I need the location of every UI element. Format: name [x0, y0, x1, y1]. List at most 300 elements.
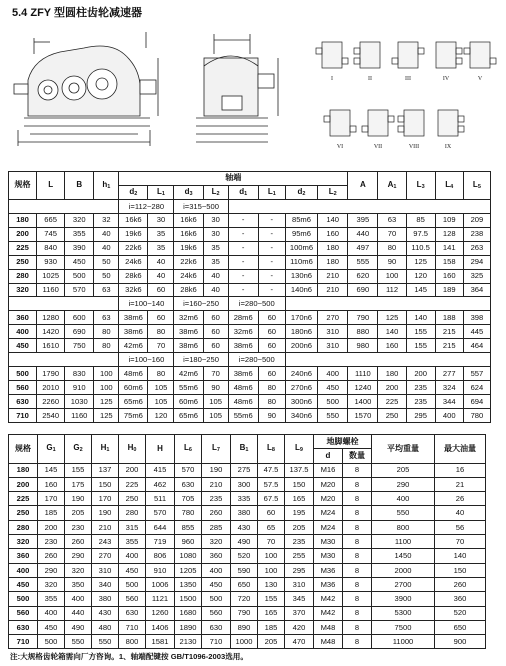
table-cell: 60: [148, 283, 174, 297]
col-subheader: $L_2$: [203, 185, 228, 199]
table-cell: 225: [378, 395, 406, 409]
table-cell: 1450: [372, 549, 435, 563]
table-cell: 270: [92, 549, 119, 563]
table-cell: 65m6: [174, 408, 203, 422]
blank-cell: [285, 353, 490, 367]
table-cell: 190: [92, 506, 119, 520]
table-cell: 497: [348, 241, 378, 255]
table-cell: 380: [231, 506, 258, 520]
table-cell: 285: [202, 520, 231, 534]
table-cell: 95m6: [285, 227, 317, 241]
table-cell: 555: [348, 255, 378, 269]
table-cell: 140: [378, 325, 406, 339]
table-cell: 230: [65, 520, 92, 534]
table-cell: 710: [9, 408, 37, 422]
table-row: [9, 241, 491, 255]
table-cell: 400: [38, 606, 65, 620]
table-cell: 250: [378, 408, 406, 422]
table-cell: 8: [343, 520, 372, 534]
table-cell: 63: [94, 311, 119, 325]
table-cell: 364: [463, 283, 490, 297]
table-cell: 400: [9, 325, 37, 339]
table-cell: 1350: [175, 577, 202, 591]
assembly-types-drawing: [316, 42, 496, 136]
table-cell: 185: [38, 506, 65, 520]
table-cell: 790: [231, 606, 258, 620]
col-header: $h_1$: [94, 172, 119, 200]
table-cell: 8: [343, 577, 372, 591]
table-cell: 225: [9, 241, 37, 255]
table-cell: M24: [314, 506, 343, 520]
table-cell: 344: [435, 395, 463, 409]
table-cell: 400: [65, 592, 92, 606]
table-cell: 570: [175, 463, 202, 477]
table-cell: 3900: [372, 592, 435, 606]
table-cell: -: [228, 255, 258, 269]
table-cell: 30: [148, 213, 174, 227]
table-cell: 1121: [146, 592, 175, 606]
table-cell: M48: [314, 620, 343, 634]
col-header: A: [348, 172, 378, 200]
table-cell: 75m6: [119, 408, 148, 422]
table-cell: 38m6: [228, 339, 258, 353]
table-cell: 105: [148, 395, 174, 409]
table-cell: 40: [203, 269, 228, 283]
col-header: $H_0$: [119, 435, 146, 464]
ratio-label: i=100~160: [119, 353, 174, 367]
table-cell: 100: [94, 367, 119, 381]
table-cell: 8: [343, 477, 372, 491]
table-cell: 400: [119, 549, 146, 563]
table-cell: 16k6: [174, 227, 203, 241]
table-cell: 8: [343, 463, 372, 477]
table-row: [9, 367, 491, 381]
table-cell: 85m6: [285, 213, 317, 227]
table-cell: 1570: [348, 408, 378, 422]
table-cell: 395: [348, 213, 378, 227]
table-cell: 188: [435, 311, 463, 325]
table-cell: 38m6: [119, 325, 148, 339]
ratio-label: i=100~140: [119, 297, 174, 311]
table-row: [9, 311, 491, 325]
col-header: $H_1$: [92, 435, 119, 464]
table-cell: 60: [203, 325, 228, 339]
table-cell: 67.5: [258, 492, 285, 506]
table-cell: 400: [202, 563, 231, 577]
table-cell: 1610: [37, 339, 65, 353]
table-cell: 260: [435, 577, 486, 591]
table-cell: 295: [285, 563, 314, 577]
table-cell: 60: [258, 367, 285, 381]
table-row: [9, 506, 486, 520]
table-cell: -: [258, 269, 285, 283]
table-cell: 960: [175, 535, 202, 549]
table-cell: 644: [146, 520, 175, 534]
table-cell: 60: [148, 311, 174, 325]
table-cell: 462: [146, 477, 175, 491]
table-cell: 60: [258, 311, 285, 325]
table-cell: 2130: [175, 635, 202, 649]
table-row: [9, 269, 491, 283]
table-cell: 340n6: [285, 408, 317, 422]
col-header-group: 轴端: [119, 172, 348, 186]
table-cell: 240n6: [285, 367, 317, 381]
table-cell: 165: [285, 492, 314, 506]
table-cell: 22k6: [119, 241, 148, 255]
table-cell: 140: [406, 311, 435, 325]
table-cell: 70: [203, 367, 228, 381]
table-cell: 120: [148, 408, 174, 422]
table-cell: 50: [94, 269, 119, 283]
table-cell: 125: [94, 408, 119, 422]
table-cell: 910: [146, 563, 175, 577]
table-cell: 8: [343, 563, 372, 577]
table-cell: 11000: [372, 635, 435, 649]
table-cell: 900: [435, 635, 486, 649]
table-cell: 185: [258, 620, 285, 634]
table-cell: 450: [202, 577, 231, 591]
table-cell: 16k6: [174, 213, 203, 227]
table-cell: 100: [94, 381, 119, 395]
table-cell: 1240: [348, 381, 378, 395]
col-header: $B_1$: [231, 435, 258, 464]
table-cell: 110m6: [285, 255, 317, 269]
table-cell: 209: [463, 213, 490, 227]
table-cell: 450: [9, 339, 37, 353]
table-cell: 105: [148, 381, 174, 395]
table-row: [9, 227, 491, 241]
table-cell: 263: [463, 241, 490, 255]
table-cell: 109: [435, 213, 463, 227]
blank-cell: [9, 353, 119, 367]
table-cell: 557: [463, 367, 490, 381]
blank-cell: [9, 297, 119, 311]
table-cell: 140: [318, 213, 348, 227]
table-cell: 170: [38, 492, 65, 506]
table-cell: 5300: [372, 606, 435, 620]
table-cell: 1420: [37, 325, 65, 339]
col-header: 规格: [9, 172, 37, 200]
table-row: [9, 283, 491, 297]
table-cell: 60: [203, 339, 228, 353]
table-row: [9, 606, 486, 620]
table-cell: 55m6: [174, 381, 203, 395]
table-cell: 24k6: [174, 269, 203, 283]
table-cell: 63: [94, 283, 119, 297]
table-cell: 19k6: [119, 227, 148, 241]
table-cell: -: [258, 213, 285, 227]
table-cell: 690: [348, 283, 378, 297]
table-cell: 65m6: [119, 395, 148, 409]
table-cell: 430: [231, 520, 258, 534]
table-cell: 28k6: [174, 283, 203, 297]
table-cell: 250: [9, 506, 38, 520]
table-cell: 195: [285, 506, 314, 520]
table-cell: 210: [318, 283, 348, 297]
col-header: $G_1$: [38, 435, 65, 464]
table-cell: 360: [435, 592, 486, 606]
col-header: 平均重量: [372, 435, 435, 464]
table-cell: 100: [258, 563, 285, 577]
col-header: $L_5$: [463, 172, 490, 200]
table-cell: M36: [314, 563, 343, 577]
type-label: VIII: [408, 144, 420, 150]
table-cell: 40: [148, 255, 174, 269]
table-cell: -: [228, 241, 258, 255]
footnote: 注:大规格齿轮箱需向厂方咨询。1、轴端配键按 GB/T1096-2003选用。: [10, 652, 248, 661]
table-row: [9, 381, 491, 395]
table-cell: 243: [92, 535, 119, 549]
page-title: 5.4 ZFY 型圆柱齿轮减速器: [12, 7, 142, 19]
table-cell: 690: [65, 325, 94, 339]
table-cell: M42: [314, 592, 343, 606]
table-cell: 165: [258, 606, 285, 620]
type-label: I: [331, 76, 333, 82]
table-cell: 70: [378, 227, 406, 241]
table-cell: 22k6: [174, 255, 203, 269]
table-cell: 38m6: [174, 325, 203, 339]
col-subheader: $L_1$: [258, 185, 285, 199]
table-cell: 880: [348, 325, 378, 339]
table-cell: 105: [203, 395, 228, 409]
table-cell: 35: [148, 227, 174, 241]
table-cell: 155: [406, 339, 435, 353]
table-cell: 235: [406, 395, 435, 409]
table-cell: 705: [175, 492, 202, 506]
table-cell: 665: [37, 213, 65, 227]
table-cell: 745: [37, 227, 65, 241]
table-cell: 190: [65, 492, 92, 506]
table-cell: 855: [175, 520, 202, 534]
table-cell: 80: [94, 339, 119, 353]
table-cell: -: [228, 213, 258, 227]
table-cell: 35: [203, 241, 228, 255]
table-cell: 1406: [146, 620, 175, 634]
table-cell: 32: [94, 213, 119, 227]
table-cell: 56: [435, 520, 486, 534]
table-cell: 125: [406, 255, 435, 269]
front-view-drawing: [14, 32, 158, 146]
table-cell: 180: [318, 241, 348, 255]
table-cell: 260: [202, 506, 231, 520]
table-cell: 1581: [146, 635, 175, 649]
table-row: [9, 325, 491, 339]
table-cell: 112: [378, 283, 406, 297]
table-cell: 294: [463, 255, 490, 269]
table-cell: 890: [231, 620, 258, 634]
table-cell: 55m6: [228, 408, 258, 422]
table-cell: 60m6: [174, 395, 203, 409]
table-cell: 8: [343, 492, 372, 506]
table-cell: 125: [378, 311, 406, 325]
table-cell: 500: [119, 577, 146, 591]
table-cell: 1160: [37, 283, 65, 297]
table-cell: 780: [463, 408, 490, 422]
table-cell: 335: [231, 492, 258, 506]
table-cell: 80: [94, 325, 119, 339]
table-cell: 325: [463, 269, 490, 283]
table-cell: 840: [37, 241, 65, 255]
table-cell: 40: [148, 269, 174, 283]
table-cell: 694: [463, 395, 490, 409]
col-header: $A_1$: [378, 172, 406, 200]
table-cell: 630: [202, 620, 231, 634]
table-cell: 120: [406, 269, 435, 283]
ratio-label: i=280~500: [228, 353, 285, 367]
table-cell: 260: [38, 549, 65, 563]
table-cell: 277: [435, 367, 463, 381]
col-header: $L_9$: [285, 435, 314, 464]
table-cell: 450: [65, 255, 94, 269]
table-cell: 300n6: [285, 395, 317, 409]
table-cell: 520: [435, 606, 486, 620]
table-cell: 200: [9, 477, 38, 491]
table-cell: 490: [65, 620, 92, 634]
table-cell: 40: [203, 283, 228, 297]
table-cell: 8: [343, 606, 372, 620]
table-cell: 30: [203, 213, 228, 227]
ratio-label: i=112~280: [119, 199, 174, 213]
table-cell: 2000: [372, 563, 435, 577]
table-cell: 1280: [37, 311, 65, 325]
table-cell: 8: [343, 592, 372, 606]
table-cell: -: [258, 283, 285, 297]
table-cell: 1006: [146, 577, 175, 591]
table-cell: 320: [38, 577, 65, 591]
col-header-group: 地脚螺栓: [314, 435, 372, 449]
type-label: IV: [442, 76, 450, 82]
table-cell: 2010: [37, 381, 65, 395]
table-cell: 500: [9, 592, 38, 606]
table-cell: 910: [65, 381, 94, 395]
table-cell: 180n6: [285, 325, 317, 339]
table-cell: 590: [231, 563, 258, 577]
table-cell: 600: [65, 311, 94, 325]
col-header: $G_2$: [65, 435, 92, 464]
table-cell: 255: [285, 549, 314, 563]
col-header: 最大油量: [435, 435, 486, 464]
table-cell: 630: [9, 395, 37, 409]
table-cell: 170n6: [285, 311, 317, 325]
table-cell: 560: [119, 592, 146, 606]
table-cell: 160: [378, 339, 406, 353]
table-cell: 28m6: [228, 311, 258, 325]
col-subheader: $d_1$: [228, 185, 258, 199]
table-cell: 235: [202, 492, 231, 506]
table-cell: 8: [343, 506, 372, 520]
col-subheader: $d_2$: [119, 185, 148, 199]
col-subheader: $d_2$: [285, 185, 317, 199]
table-cell: 800: [372, 520, 435, 534]
ratio-label: i=280~500: [228, 297, 285, 311]
table-cell: 2700: [372, 577, 435, 591]
table-cell: 16k6: [119, 213, 148, 227]
side-view-drawing: [196, 34, 278, 142]
table-cell: 260: [65, 535, 92, 549]
table-cell: 137.5: [285, 463, 314, 477]
col-subheader: $L_1$: [148, 185, 174, 199]
table-cell: -: [228, 269, 258, 283]
table-cell: 440: [348, 227, 378, 241]
col-header: $L_8$: [258, 435, 285, 464]
table-cell: 100: [258, 549, 285, 563]
table-row: [9, 408, 491, 422]
table-cell: 38m6: [174, 339, 203, 353]
table-cell: 85: [406, 213, 435, 227]
table-cell: 310: [92, 563, 119, 577]
table-cell: 345: [285, 592, 314, 606]
table-cell: 125: [94, 395, 119, 409]
table-cell: 1030: [65, 395, 94, 409]
blank-cell: [9, 199, 119, 213]
table-cell: 180: [9, 213, 37, 227]
table-cell: 630: [119, 606, 146, 620]
table-cell: -: [258, 241, 285, 255]
table-cell: 80: [258, 381, 285, 395]
table-cell: 60m6: [119, 381, 148, 395]
table-row: [9, 492, 486, 506]
table-cell: 500: [38, 635, 65, 649]
table-cell: M20: [314, 477, 343, 491]
table-row: [9, 620, 486, 634]
table-cell: 205: [372, 463, 435, 477]
blank-cell: [285, 297, 490, 311]
table-cell: 570: [146, 506, 175, 520]
table-cell: 511: [146, 492, 175, 506]
table-cell: 520: [231, 549, 258, 563]
table-cell: 390: [65, 241, 94, 255]
table-cell: 315: [119, 520, 146, 534]
col-subheader: $d_3$: [174, 185, 203, 199]
ratio-row: [9, 353, 491, 367]
table-cell: 47.5: [258, 463, 285, 477]
table-cell: -: [228, 283, 258, 297]
table-cell: 170: [92, 492, 119, 506]
table-cell: 560: [9, 606, 38, 620]
table-cell: 90: [203, 381, 228, 395]
col-subheader: d: [314, 449, 343, 463]
table-cell: 500: [318, 395, 348, 409]
table-cell: 930: [37, 255, 65, 269]
table-cell: 355: [38, 592, 65, 606]
table-cell: 32m6: [228, 325, 258, 339]
table-cell: 28k6: [119, 269, 148, 283]
table-cell: 21: [435, 477, 486, 491]
table-cell: 420: [285, 620, 314, 634]
table-row: [9, 549, 486, 563]
table-cell: 300: [231, 477, 258, 491]
table-cell: 24k6: [119, 255, 148, 269]
table-cell: 38m6: [228, 367, 258, 381]
table-cell: 140n6: [285, 283, 317, 297]
table-cell: 1890: [175, 620, 202, 634]
table-cell: 450: [38, 620, 65, 634]
table-cell: 780: [175, 506, 202, 520]
table-cell: M30: [314, 549, 343, 563]
table-cell: 2260: [37, 395, 65, 409]
table-cell: 140: [435, 549, 486, 563]
table-cell: 1680: [175, 606, 202, 620]
ratio-label: i=315~500: [174, 199, 228, 213]
table-cell: 205: [65, 506, 92, 520]
table-cell: 355: [65, 227, 94, 241]
table-cell: 63: [378, 213, 406, 227]
table-cell: 470: [285, 635, 314, 649]
table-cell: 350: [65, 577, 92, 591]
table-cell: 32k6: [119, 283, 148, 297]
type-label: IX: [444, 144, 452, 150]
table-cell: 100m6: [285, 241, 317, 255]
